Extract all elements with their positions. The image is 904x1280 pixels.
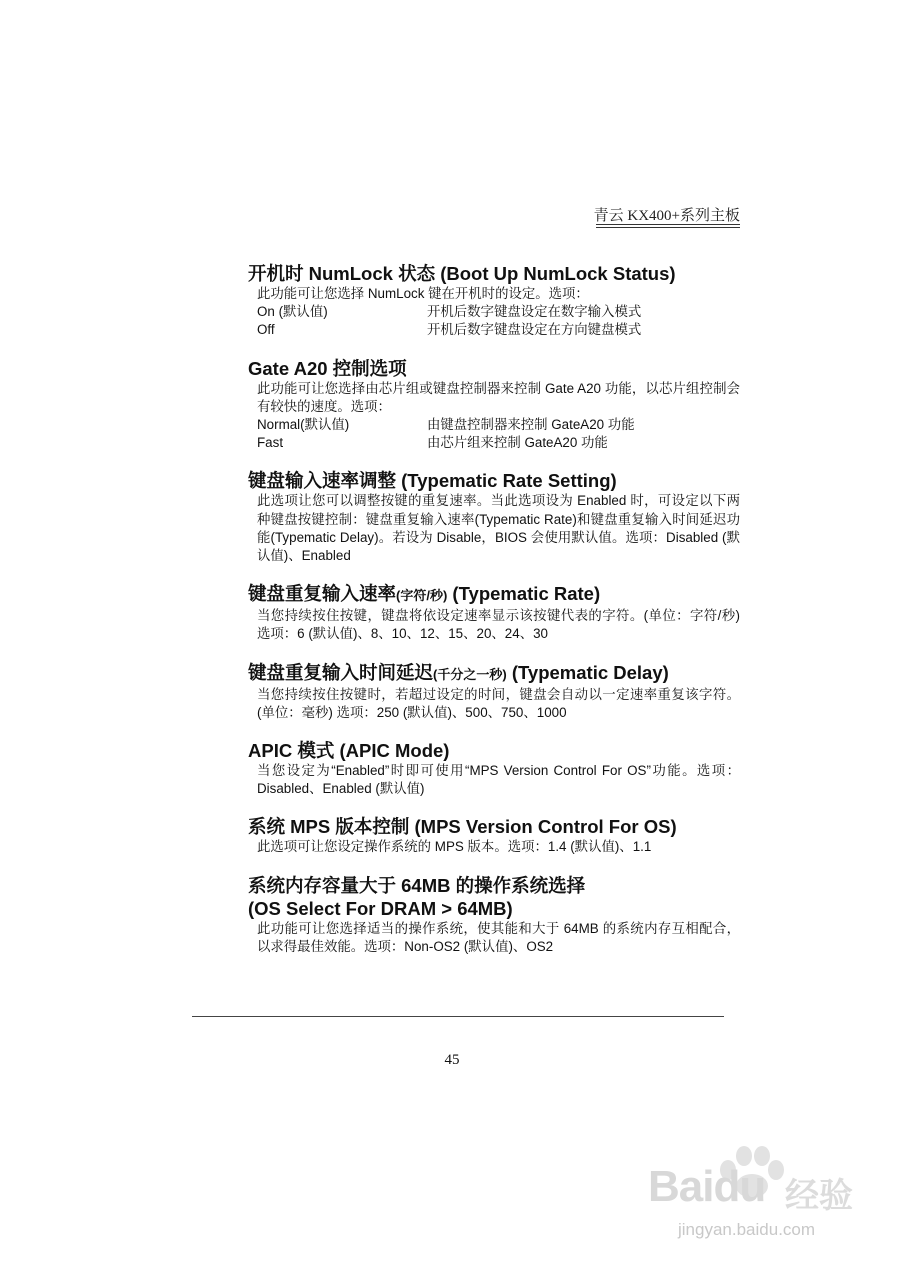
section-body: 当您持续按住按键，键盘将依设定速率显示该按键代表的字符。(单位：字符/秒) 选项：6 (默认值)、8、10、12、15、20、24、30 — [257, 608, 740, 642]
section-intro: 此功能可让您选择 NumLock 键在开机时的设定。选项： — [257, 286, 589, 301]
heading-main: 键盘重复输入时间延迟 — [248, 661, 434, 683]
page-content — [248, 262, 740, 973]
section-body: 此选项让您可以调整按键的重复速率。当此选项设为 Enabled 时，可设定以下两种键盘按键控制：键盘重复输入速率(Typematic Rate)和键盘重复输入时间延迟功能(Typematic Delay)。若设为 Disable，BIOS 会使用默认值。选项：Disabled (默认值)、Enabled — [257, 493, 740, 564]
option-row — [257, 434, 740, 452]
watermark-url: jingyan.baidu.com — [678, 1220, 816, 1239]
heading-main: 键盘重复输入速率 — [248, 583, 397, 605]
option-desc: 由键盘控制器来控制 GateA20 功能 — [427, 417, 635, 433]
watermark-logo: Baidu — [648, 1162, 766, 1211]
heading-english: (Typematic Delay) — [506, 661, 669, 683]
option-row — [257, 416, 740, 434]
option-row — [257, 321, 740, 339]
watermark — [640, 1140, 890, 1270]
heading-english: (Typematic Rate) — [447, 583, 601, 605]
section-body: 此选项可让您设定操作系统的 MPS 版本。选项：1.4 (默认值)、1.1 — [257, 839, 652, 855]
option-desc: 由芯片组来控制 GateA20 功能 — [427, 435, 608, 451]
section-mps — [248, 815, 740, 856]
section-typematic-rate — [248, 582, 740, 643]
header-rule — [596, 224, 740, 228]
option-name: Off — [257, 322, 275, 338]
section-typematic-delay — [248, 661, 740, 722]
option-name: Normal(默认值) — [257, 417, 350, 433]
section-body: 当您持续按住按键时，若超过设定的时间，键盘会自动以一定速率重复该字符。(单位：毫秒) 选项：250 (默认值)、500、750、1000 — [257, 686, 740, 720]
section-numlock — [248, 262, 740, 340]
running-header: 青云 KX400+系列主板 — [593, 208, 740, 224]
section-gate-a20 — [248, 357, 740, 453]
section-body: 此功能可让您选择适当的操作系统，使其能和大于 64MB 的系统内存互相配合，以求得最佳效能。选项：Non-OS2 (默认值)、OS2 — [257, 920, 740, 954]
section-body: 当您设定为“Enabled”时即可使用“MPS Version Control For OS”功能。选项：Disabled、Enabled (默认值) — [257, 763, 740, 797]
watermark-cn: 经验 — [785, 1176, 853, 1216]
section-heading: 键盘输入速率调整 (Typematic Rate Setting) — [248, 470, 617, 492]
section-heading: 开机时 NumLock 状态 (Boot Up NumLock Status) — [248, 263, 676, 284]
heading-unit: (字符/秒) — [396, 588, 448, 604]
option-name: On (默认值) — [257, 304, 328, 320]
section-apic — [248, 739, 740, 798]
heading-unit: (千分之一秒) — [433, 666, 507, 682]
option-desc: 开机后数字键盘设定在数字输入模式 — [427, 304, 642, 320]
page-number: 45 — [444, 1052, 460, 1068]
option-name: Fast — [257, 435, 284, 451]
section-heading — [248, 582, 740, 607]
section-typematic-setting — [248, 469, 740, 565]
section-heading: 系统 MPS 版本控制 (MPS Version Control For OS) — [248, 816, 677, 838]
section-heading — [248, 661, 740, 686]
option-desc: 开机后数字键盘设定在方向键盘模式 — [427, 322, 642, 338]
section-os-select — [248, 874, 740, 956]
section-intro: 此功能可让您选择由芯片组或键盘控制器来控制 Gate A20 功能，以芯片组控制会有较快的速度。选项： — [257, 380, 740, 414]
section-heading: Gate A20 控制选项 — [248, 357, 407, 379]
option-row — [257, 303, 740, 321]
section-heading: 系统内存容量大于 64MB 的操作系统选择 — [248, 874, 586, 896]
footer-rule — [192, 1016, 724, 1017]
section-heading: APIC 模式 (APIC Mode) — [248, 740, 450, 762]
section-heading-english: (OS Select For DRAM > 64MB) — [248, 897, 513, 919]
